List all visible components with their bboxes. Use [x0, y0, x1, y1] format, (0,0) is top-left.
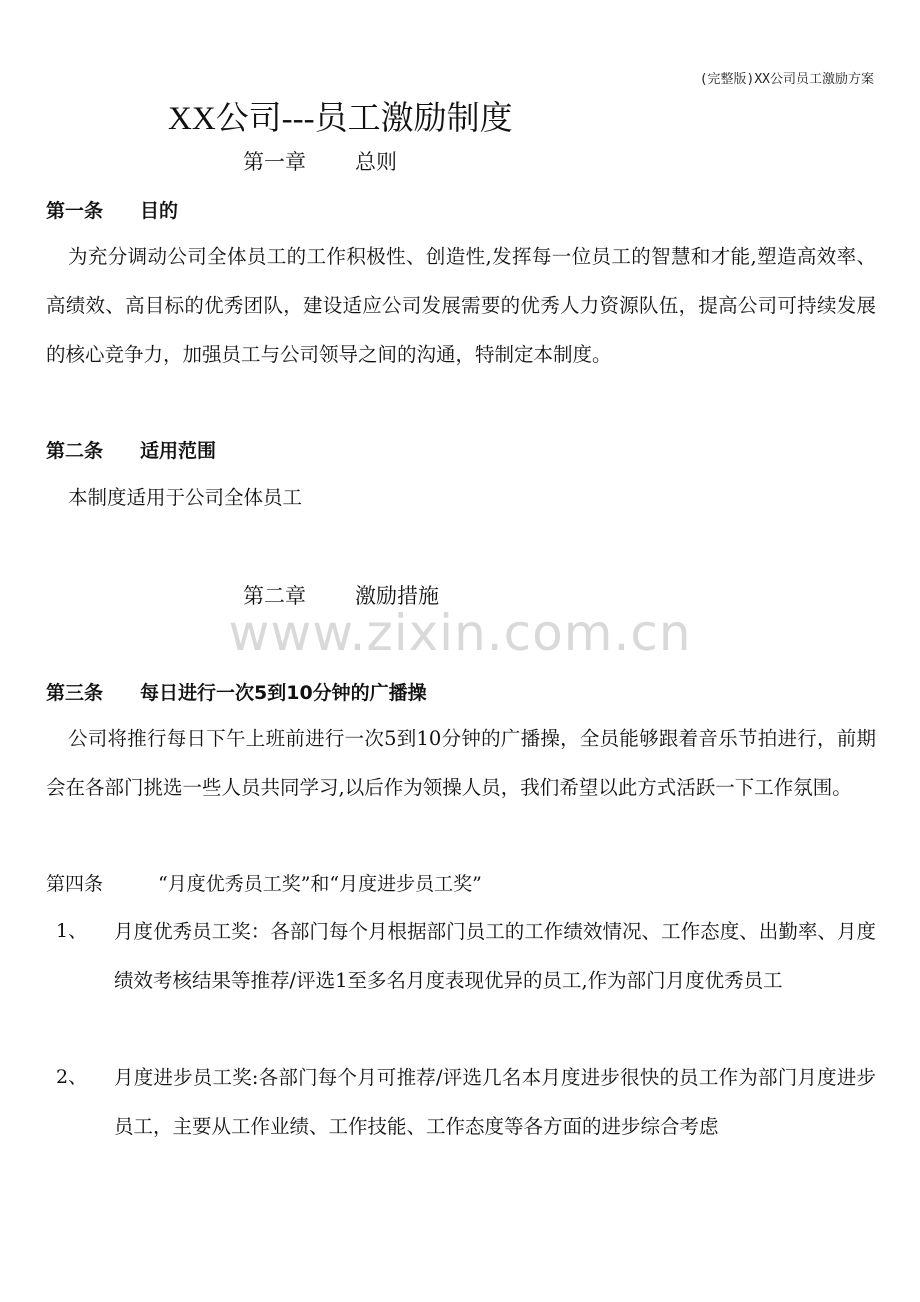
article-4-item-1	[46, 907, 876, 1005]
article-1-body: 为充分调动公司全体员工的工作积极性、创造性,发挥每一位员工的智慧和才能,塑造高效率、高绩效、高目标的优秀团队，建设适应公司发展需要的优秀人力资源队伍，提高公司可持续发展的核心竞争力，加强员工与公司领导之间的沟通，特制定本制度。	[46, 245, 876, 366]
chapter-2-name: 激励措施	[355, 584, 439, 608]
article-3-number: 第三条	[46, 682, 104, 704]
list-item-marker: 2、	[56, 1066, 88, 1088]
list-item-text: 月度优秀员工奖：各部门每个月根据部门员工的工作绩效情况、工作态度、出勤率、月度绩效考核结果等推荐/评选1至多名月度表现优异的员工,作为部门月度优秀员工	[114, 920, 876, 992]
article-1-number: 第一条	[46, 200, 104, 222]
watermark-text: www.zixin.com.cn	[228, 604, 692, 662]
chapter-1-name: 总则	[355, 150, 397, 174]
list-item-marker: 1、	[56, 920, 88, 942]
chapter-1-number: 第一章	[243, 150, 306, 174]
chapter-2-number: 第二章	[243, 584, 306, 608]
article-1-name: 目的	[140, 200, 179, 222]
article-4-number: 第四条	[46, 873, 104, 895]
article-2-heading	[46, 436, 216, 463]
document-header-label: (完整版)XX公司员工激励方案	[699, 72, 874, 87]
article-4-heading	[46, 869, 482, 896]
article-4-item-2	[46, 1053, 876, 1151]
article-3-body: 公司将推行每日下午上班前进行一次5到10分钟的广播操，全员能够跟着音乐节拍进行，前期会在各部门挑选一些人员共同学习,以后作为领操人员，我们希望以此方式活跃一下工作氛围。	[46, 727, 876, 799]
article-2-name: 适用范围	[140, 440, 217, 462]
article-2-number: 第二条	[46, 440, 104, 462]
document-title: XX公司---员工激励制度	[168, 101, 513, 137]
article-2-body: 本制度适用于公司全体员工	[68, 486, 303, 509]
article-1-heading	[46, 196, 178, 223]
chapter-2-heading	[243, 580, 439, 610]
chapter-1-heading	[243, 146, 397, 176]
article-3-name: 每日进行一次5到10分钟的广播操	[140, 682, 427, 704]
list-item-text: 月度进步员工奖:各部门每个月可推荐/评选几名本月度进步很快的员工作为部门月度进步员工，主要从工作业绩、工作技能、工作态度等各方面的进步综合考虑	[114, 1066, 876, 1138]
article-3-heading	[46, 678, 427, 705]
article-4-name: “月度优秀员工奖”和“月度进步员工奖”	[158, 873, 482, 895]
